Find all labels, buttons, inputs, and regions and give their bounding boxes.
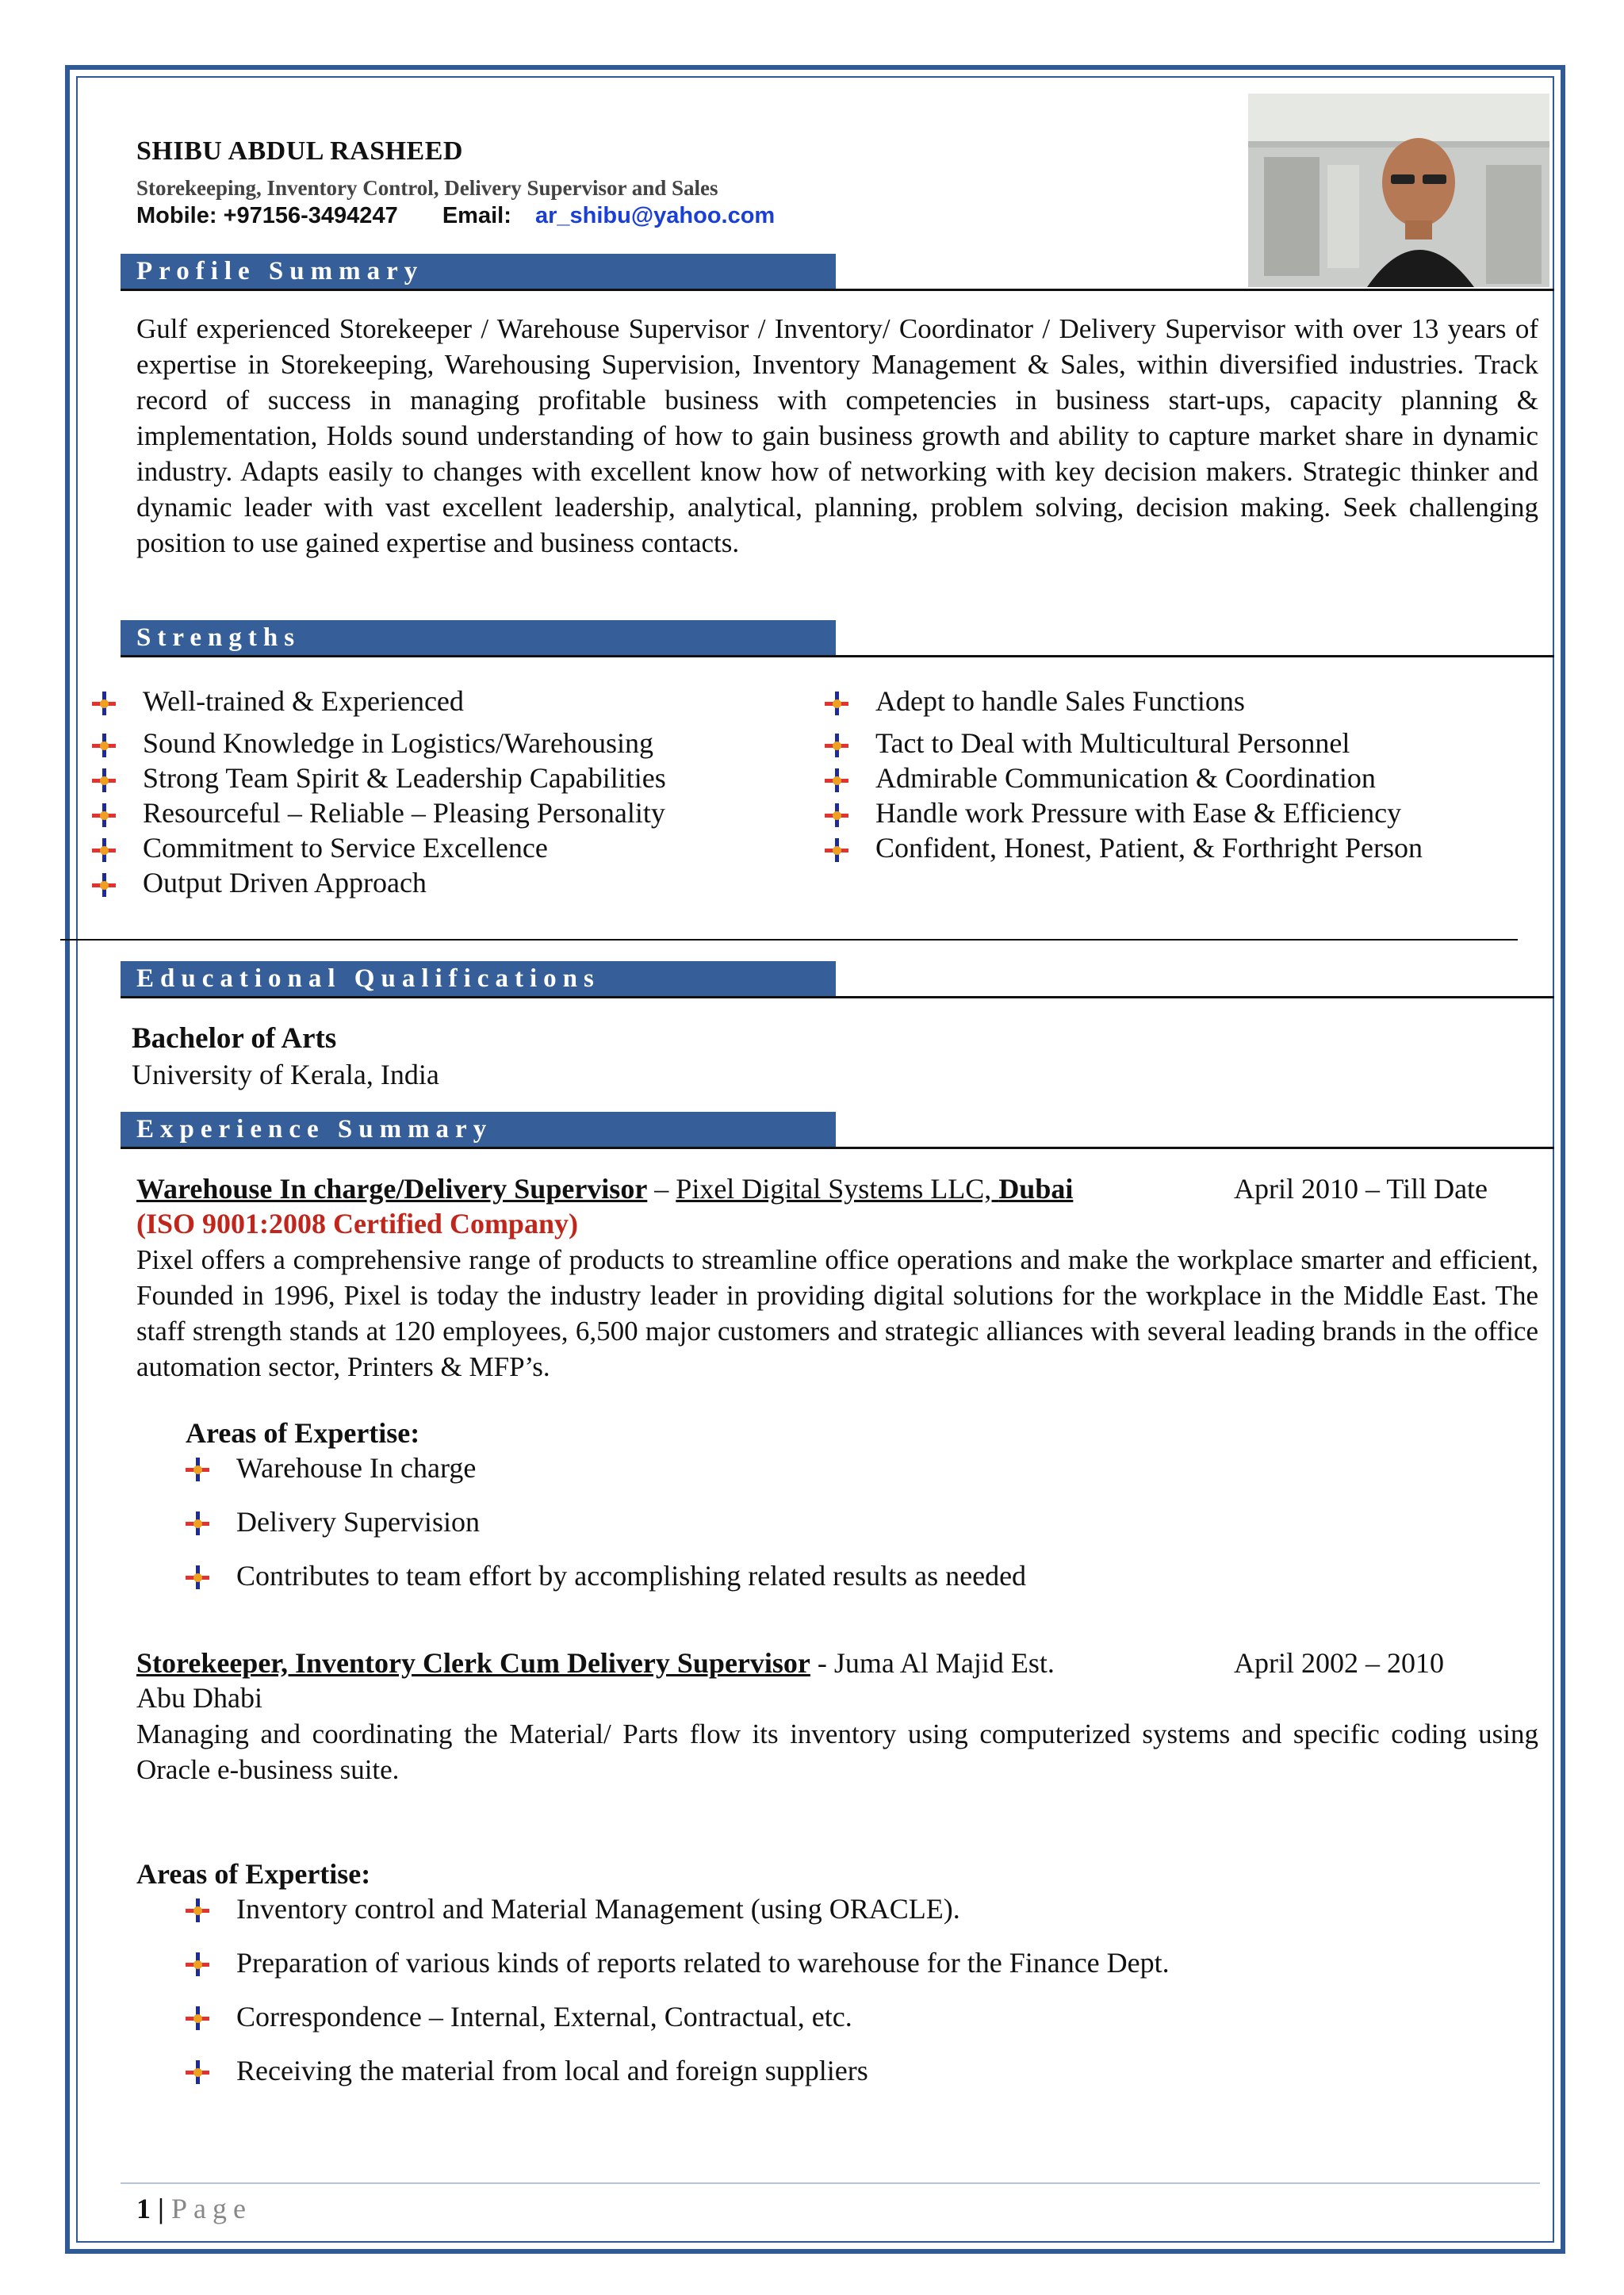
- contact-line: [136, 203, 775, 229]
- mobile-label: Mobile:: [136, 203, 217, 228]
- section-rule: [121, 996, 1554, 998]
- footer-rule: [121, 2182, 1540, 2184]
- job1-company: Pixel Digital Systems LLC,: [676, 1173, 999, 1205]
- bullet-icon: [186, 1898, 209, 1922]
- list-item: Confident, Honest, Patient, & Forthright Person: [825, 830, 1423, 865]
- list-item: Receiving the material from local and foreign suppliers: [186, 2052, 1170, 2089]
- bullet-icon: [92, 692, 116, 715]
- job2-expertise-heading: Areas of Expertise:: [136, 1858, 371, 1890]
- profile-photo: [1248, 94, 1549, 287]
- bullet-icon: [92, 838, 116, 862]
- job1-expertise-list: [186, 1450, 1026, 1594]
- list-item: Correspondence – Internal, External, Contractual, etc.: [186, 1998, 1170, 2035]
- section-profile-summary: Profile Summary: [121, 254, 836, 289]
- bullet-icon: [186, 1458, 209, 1481]
- list-item: Well-trained & Experienced: [92, 684, 666, 718]
- job1-certification: (ISO 9001:2008 Certified Company): [136, 1208, 578, 1239]
- education-degree: Bachelor of Arts: [132, 1022, 337, 1055]
- list-item: Contributes to team effort by accomplishing related results as needed: [186, 1557, 1026, 1594]
- bullet-icon: [186, 2006, 209, 2030]
- section-strengths: Strengths: [121, 620, 836, 655]
- list-item: Delivery Supervision: [186, 1504, 1026, 1540]
- job1-description: Pixel offers a comprehensive range of products to streamline office operations and make the workplace smarter and efficient, Founded in 1996, Pixel is today the industry leader in providing digital solutions for the workplace in the Middle East. The staff strength stands at 120 employees, 6,500 major customers and strategic alliances with several leading brands in the office automation sector, Printers & MFP’s.: [136, 1244, 1538, 1382]
- section-rule: [121, 655, 1554, 657]
- job1-heading: Warehouse In charge/Delivery Supervisor – Pixel Digital Systems LLC, Dubai: [136, 1173, 1074, 1205]
- page-footer: [136, 2192, 252, 2225]
- bullet-icon: [825, 768, 848, 792]
- bullet-icon: [825, 838, 848, 862]
- job2-dates: April 2002 – 2010: [1234, 1647, 1444, 1679]
- list-item: Handle work Pressure with Ease & Efficiency: [825, 795, 1423, 830]
- bullet-icon: [186, 1511, 209, 1535]
- job2-expertise-list: [186, 1891, 1170, 2089]
- list-item: Inventory control and Material Management (using ORACLE).: [186, 1891, 1170, 1927]
- list-item: Strong Team Spirit & Leadership Capabilities: [92, 761, 666, 795]
- bullet-icon: [825, 692, 848, 715]
- candidate-name: SHIBU ABDUL RASHEED: [136, 136, 463, 166]
- bullet-icon: [825, 734, 848, 757]
- list-item: Output Driven Approach: [92, 865, 666, 900]
- bullet-icon: [92, 873, 116, 897]
- strengths-right-list: [825, 684, 1423, 865]
- email-value[interactable]: ar_shibu@yahoo.com: [534, 203, 776, 228]
- job2-description: Managing and coordinating the Material/ Parts flow its inventory using computerized systems and specific coding using Oracle e-business suite.: [136, 1718, 1538, 1785]
- list-item: Adept to handle Sales Functions: [825, 684, 1423, 718]
- candidate-subtitle: Storekeeping, Inventory Control, Delivery Supervisor and Sales: [136, 176, 718, 200]
- job2-title: Storekeeper, Inventory Clerk Cum Delivery Supervisor: [136, 1647, 810, 1679]
- section-rule: [121, 1147, 1554, 1149]
- section-experience: Experience Summary: [121, 1112, 836, 1147]
- section-education: Educational Qualifications: [121, 961, 836, 996]
- list-item: Admirable Communication & Coordination: [825, 761, 1423, 795]
- email-label: Email:: [442, 203, 511, 228]
- job2-city: Abu Dhabi: [136, 1682, 262, 1714]
- list-item: Preparation of various kinds of reports related to warehouse for the Finance Dept.: [186, 1944, 1170, 1981]
- bullet-icon: [92, 803, 116, 827]
- profile-summary-text: Gulf experienced Storekeeper / Warehouse Supervisor / Inventory/ Coordinator / Delivery Supervisor with over 13 years of expertise in Storekeeping, Warehousing Supervision, Inventory Management & Sales, within diversified industries. Track record of success in managing profitable business with competencies in business start-ups, capacity planning & implementation, Holds sound understanding of how to gain business growth and ability to capture market share in dynamic industry. Adapts easily to changes with excellent know how of networking with key decision makers. Strategic thinker and dynamic leader with vast excellent leadership, analytical, planning, problem solving, decision making. Seek challenging position to use gained expertise and business contacts.: [136, 313, 1538, 558]
- bullet-icon: [92, 734, 116, 757]
- bullet-icon: [92, 768, 116, 792]
- job2-company: - Juma Al Majid Est.: [810, 1647, 1055, 1679]
- job2-heading: [136, 1646, 1055, 1680]
- education-institution: University of Kerala, India: [132, 1059, 439, 1090]
- bullet-icon: [825, 803, 848, 827]
- page-label: Page: [170, 2193, 252, 2224]
- section-rule: [121, 289, 1554, 291]
- bullet-icon: [186, 2060, 209, 2084]
- mobile-value: +97156-3494247: [223, 203, 398, 228]
- list-item: Sound Knowledge in Logistics/Warehousing: [92, 726, 666, 761]
- job1-expertise-heading: Areas of Expertise:: [186, 1417, 420, 1449]
- list-item: Warehouse In charge: [186, 1450, 1026, 1486]
- list-item: Tact to Deal with Multicultural Personnel: [825, 726, 1423, 761]
- job1-city: Dubai: [998, 1173, 1074, 1205]
- strengths-divider: [60, 939, 1518, 941]
- bullet-icon: [186, 1952, 209, 1976]
- strengths-left-list: [92, 684, 666, 900]
- bullet-icon: [186, 1565, 209, 1589]
- job1-title: Warehouse In charge/Delivery Supervisor: [136, 1173, 648, 1205]
- list-item: Resourceful – Reliable – Pleasing Personality: [92, 795, 666, 830]
- job1-dates: April 2010 – Till Date: [1234, 1173, 1488, 1205]
- page-separator: |: [158, 2193, 164, 2224]
- page-number: 1: [136, 2193, 151, 2224]
- list-item: Commitment to Service Excellence: [92, 830, 666, 865]
